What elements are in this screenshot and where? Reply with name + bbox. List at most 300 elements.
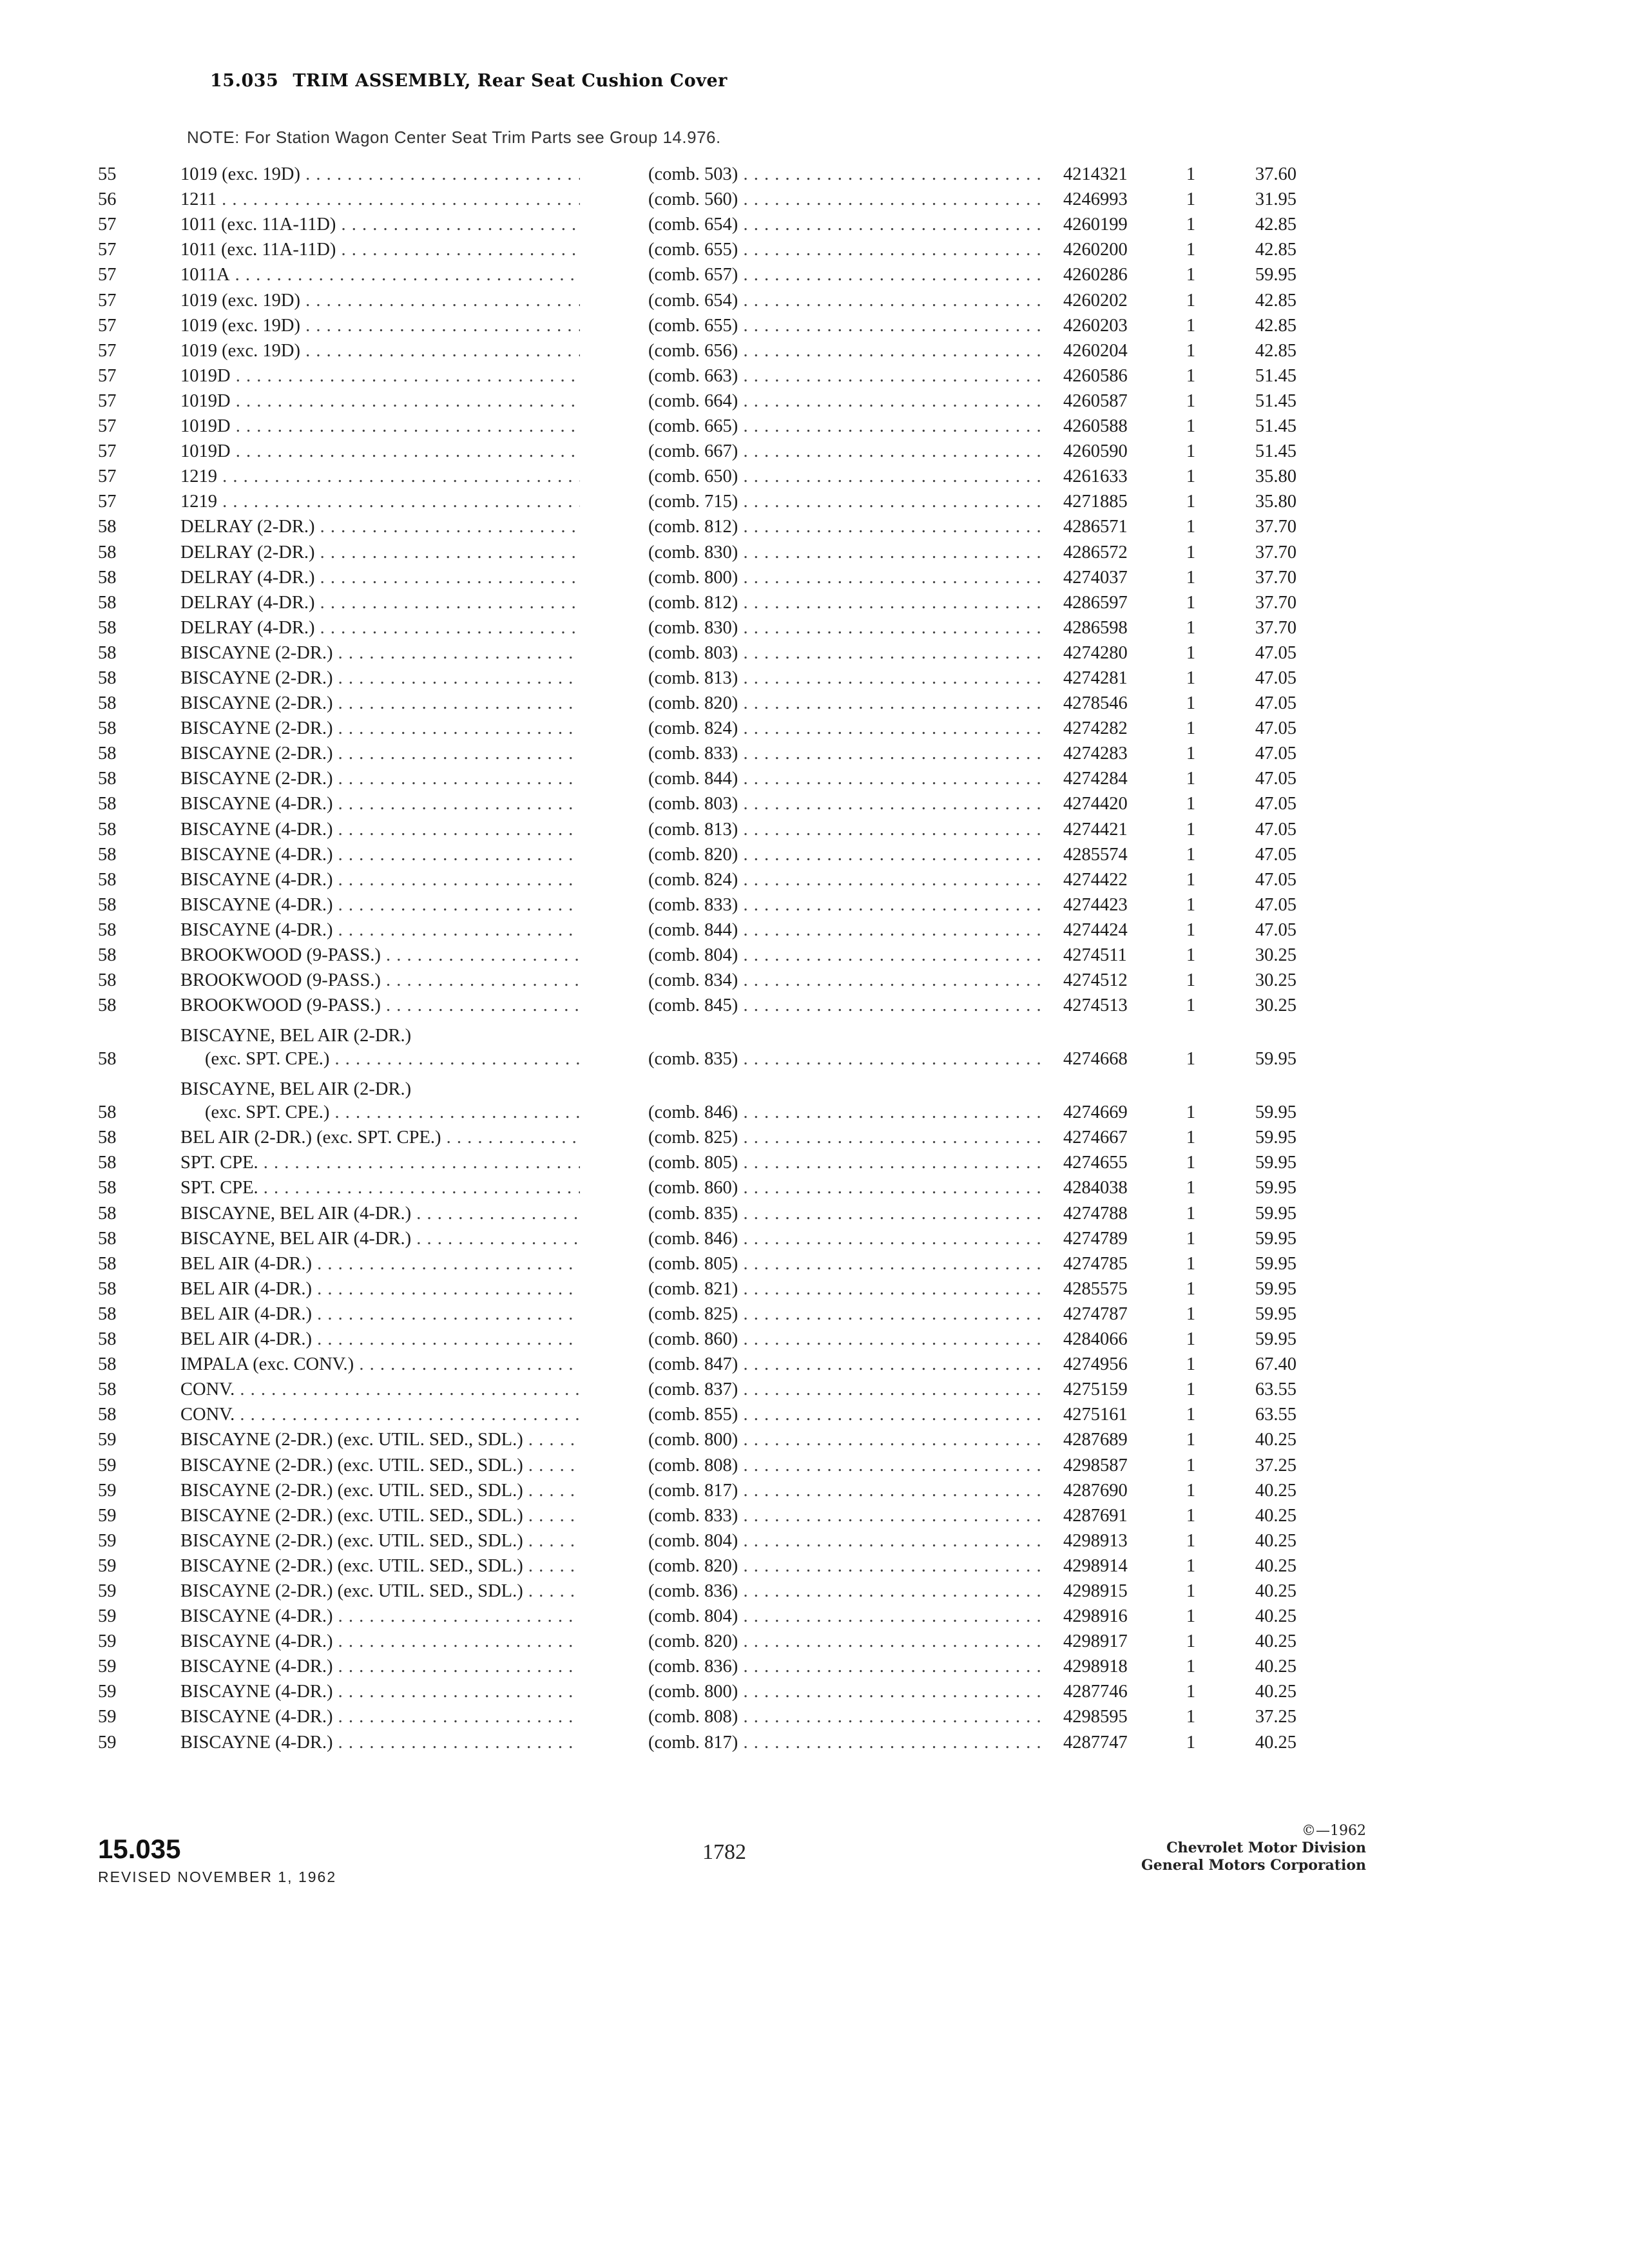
price: 30.25 (1255, 970, 1296, 991)
quantity: 1 (1186, 995, 1196, 1016)
table-row (0, 1604, 1629, 1629)
quantity: 1 (1186, 1354, 1196, 1375)
model-description-line: BISCAYNE (2-DR.) . . . (180, 767, 580, 791)
part-number: 4274037 (1063, 567, 1128, 588)
combination-code: (comb. 813) . . . (648, 818, 1048, 841)
model-description-line: DELRAY (4-DR.) . . . (180, 591, 580, 615)
part-number: 4260588 (1063, 416, 1128, 437)
model-description-line: 1011A . . . (180, 264, 580, 287)
quantity: 1 (1186, 1178, 1196, 1198)
combination-code: (comb. 800) . . . (648, 1428, 1048, 1452)
model-year: 58 (98, 819, 117, 840)
model-description (180, 742, 580, 765)
model-year: 58 (98, 617, 117, 638)
part-number: 4298916 (1063, 1606, 1128, 1627)
table-row (0, 1529, 1629, 1554)
corporation-name: General Motors Corporation (1141, 1857, 1366, 1874)
model-description-line: 1019D . . . (180, 365, 580, 388)
price: 37.70 (1255, 517, 1296, 537)
price: 59.95 (1255, 1303, 1296, 1324)
model-year: 58 (98, 1228, 117, 1249)
table-row (0, 1655, 1629, 1680)
model-description (180, 289, 580, 312)
part-number: 4298915 (1063, 1581, 1128, 1601)
combination-code: (comb. 803) . . . (648, 642, 1048, 665)
model-description (180, 440, 580, 463)
combination-code: (comb. 808) . . . (648, 1706, 1048, 1729)
model-description-line: BISCAYNE, BEL AIR (2-DR.) (180, 1079, 412, 1100)
combination-code: (comb. 503) . . . (648, 163, 1048, 186)
quantity: 1 (1186, 1530, 1196, 1551)
price: 47.05 (1255, 718, 1296, 739)
quantity: 1 (1186, 1379, 1196, 1400)
table-row (0, 1126, 1629, 1151)
combination-code: (comb. 804) . . . (648, 1605, 1048, 1628)
combination-code: (comb. 836) . . . (648, 1655, 1048, 1678)
price: 47.05 (1255, 693, 1296, 714)
part-number: 4287691 (1063, 1505, 1128, 1526)
model-description-line: BISCAYNE (2-DR.) (exc. UTIL. SED., SDL.) . . . (180, 1454, 580, 1477)
price: 37.70 (1255, 617, 1296, 638)
part-number: 4274655 (1063, 1153, 1128, 1173)
model-description (180, 1253, 580, 1276)
combination-code: (comb. 820) . . . (648, 692, 1048, 715)
quantity: 1 (1186, 1303, 1196, 1324)
model-year: 58 (98, 668, 117, 688)
price: 63.55 (1255, 1379, 1296, 1400)
model-description (180, 1479, 580, 1503)
model-description-line: 1219 . . . (180, 465, 580, 488)
price: 37.60 (1255, 164, 1296, 185)
model-description (180, 188, 580, 211)
model-description-line: DELRAY (4-DR.) . . . (180, 566, 580, 590)
part-number: 4274667 (1063, 1128, 1128, 1148)
model-description (180, 1555, 580, 1578)
model-year: 58 (98, 744, 117, 764)
price: 47.05 (1255, 642, 1296, 663)
price: 40.25 (1255, 1505, 1296, 1526)
model-description (180, 1655, 580, 1678)
section-title: TRIM ASSEMBLY, Rear Seat Cushion Cover (293, 71, 728, 91)
part-number: 4298595 (1063, 1707, 1128, 1727)
table-row (0, 666, 1629, 691)
model-year: 57 (98, 492, 117, 512)
part-number: 4287747 (1063, 1732, 1128, 1753)
price: 42.85 (1255, 315, 1296, 336)
model-description-line: BEL AIR (4-DR.) . . . (180, 1303, 580, 1326)
part-number: 4285574 (1063, 844, 1128, 865)
price: 40.25 (1255, 1631, 1296, 1652)
model-description (180, 1680, 580, 1704)
table-row (0, 540, 1629, 565)
model-year: 58 (98, 1354, 117, 1375)
part-number: 4298914 (1063, 1555, 1128, 1576)
quantity: 1 (1186, 1430, 1196, 1450)
table-row (0, 968, 1629, 994)
part-number: 4260202 (1063, 290, 1128, 311)
combination-code: (comb. 821) . . . (648, 1278, 1048, 1301)
quantity: 1 (1186, 1153, 1196, 1173)
quantity: 1 (1186, 189, 1196, 210)
footer-publisher (1141, 1822, 1366, 1874)
model-year: 58 (98, 919, 117, 940)
model-description-line: BISCAYNE (4-DR.) . . . (180, 1731, 580, 1754)
part-number: 4274424 (1063, 919, 1128, 940)
combination-code: (comb. 860) . . . (648, 1177, 1048, 1200)
model-year: 58 (98, 642, 117, 663)
model-description-line: BISCAYNE (4-DR.) . . . (180, 1680, 580, 1704)
part-number: 4287746 (1063, 1682, 1128, 1702)
model-year: 59 (98, 1581, 117, 1601)
model-year: 58 (98, 995, 117, 1016)
model-year: 57 (98, 315, 117, 336)
price: 30.25 (1255, 995, 1296, 1016)
table-row (0, 1302, 1629, 1327)
model-description-line: 1011 (exc. 11A-11D) . . . (180, 213, 580, 236)
model-description-line: CONV. . . . (180, 1378, 580, 1401)
model-description (180, 1078, 580, 1124)
model-description-line: BISCAYNE (2-DR.) (exc. UTIL. SED., SDL.) . . . (180, 1580, 580, 1603)
model-description (180, 793, 580, 816)
part-number: 4274956 (1063, 1354, 1128, 1375)
model-description (180, 515, 580, 539)
model-description-line: BEL AIR (4-DR.) . . . (180, 1278, 580, 1301)
quantity: 1 (1186, 390, 1196, 411)
quantity: 1 (1186, 542, 1196, 562)
table-row (0, 364, 1629, 389)
price: 63.55 (1255, 1405, 1296, 1425)
table-row (0, 465, 1629, 490)
combination-code: (comb. 657) . . . (648, 264, 1048, 287)
model-year: 58 (98, 592, 117, 613)
price: 59.95 (1255, 1329, 1296, 1350)
part-number: 4274788 (1063, 1203, 1128, 1224)
model-year: 58 (98, 517, 117, 537)
part-number: 4278546 (1063, 693, 1128, 714)
price: 59.95 (1255, 1278, 1296, 1299)
part-number: 4274282 (1063, 718, 1128, 739)
quantity: 1 (1186, 1405, 1196, 1425)
combination-code: (comb. 825) . . . (648, 1126, 1048, 1149)
model-description-line: 1011 (exc. 11A-11D) . . . (180, 238, 580, 262)
combination-code: (comb. 845) . . . (648, 994, 1048, 1017)
model-description (180, 994, 580, 1017)
model-year: 58 (98, 1278, 117, 1299)
quantity: 1 (1186, 1049, 1196, 1070)
price: 47.05 (1255, 894, 1296, 915)
combination-code: (comb. 860) . . . (648, 1328, 1048, 1351)
model-description-line: SPT. CPE. . . . (180, 1151, 580, 1175)
quantity: 1 (1186, 970, 1196, 991)
model-year: 57 (98, 290, 117, 311)
quantity: 1 (1186, 945, 1196, 965)
model-description-line: 1019 (exc. 19D) . . . (180, 314, 580, 338)
quantity: 1 (1186, 1682, 1196, 1702)
table-row (0, 1730, 1629, 1755)
model-year: 58 (98, 1049, 117, 1070)
model-description (180, 415, 580, 438)
model-year: 58 (98, 1153, 117, 1173)
page-number: 1782 (702, 1840, 746, 1864)
part-number: 4284038 (1063, 1178, 1128, 1198)
part-number: 4286598 (1063, 617, 1128, 638)
model-description (180, 1328, 580, 1351)
part-number: 4260199 (1063, 215, 1128, 235)
model-description (180, 1126, 580, 1149)
part-number: 4274789 (1063, 1228, 1128, 1249)
quantity: 1 (1186, 567, 1196, 588)
price: 51.45 (1255, 365, 1296, 386)
model-description (180, 238, 580, 262)
combination-code: (comb. 820) . . . (648, 1630, 1048, 1653)
model-description-line: (exc. SPT. CPE.) . . . (180, 1101, 580, 1124)
part-number: 4261633 (1063, 466, 1128, 487)
combination-code: (comb. 835) . . . (648, 1202, 1048, 1225)
combination-code: (comb. 844) . . . (648, 767, 1048, 791)
model-description (180, 969, 580, 992)
model-description (180, 1706, 580, 1729)
model-description (180, 818, 580, 841)
model-description-line: BISCAYNE (4-DR.) . . . (180, 869, 580, 892)
model-description-line: 1019D . . . (180, 390, 580, 413)
table-row (0, 263, 1629, 288)
quantity: 1 (1186, 1228, 1196, 1249)
model-description (180, 767, 580, 791)
model-description (180, 944, 580, 967)
model-year: 55 (98, 164, 117, 185)
part-number: 4274420 (1063, 794, 1128, 814)
combination-code: (comb. 820) . . . (648, 843, 1048, 867)
price: 37.70 (1255, 542, 1296, 562)
combination-code: (comb. 830) . . . (648, 617, 1048, 640)
model-description-line: BEL AIR (4-DR.) . . . (180, 1253, 580, 1276)
price: 40.25 (1255, 1480, 1296, 1501)
model-description-line: BISCAYNE (4-DR.) . . . (180, 793, 580, 816)
part-number: 4274787 (1063, 1303, 1128, 1324)
model-description (180, 1303, 580, 1326)
price: 40.25 (1255, 1682, 1296, 1702)
model-year: 56 (98, 189, 117, 210)
price: 59.95 (1255, 1203, 1296, 1224)
combination-code: (comb. 663) . . . (648, 365, 1048, 388)
model-description-line: 1019 (exc. 19D) . . . (180, 289, 580, 312)
model-year: 57 (98, 240, 117, 260)
price: 59.95 (1255, 1049, 1296, 1070)
quantity: 1 (1186, 1278, 1196, 1299)
part-number: 4260586 (1063, 365, 1128, 386)
model-year: 57 (98, 466, 117, 487)
model-year: 58 (98, 542, 117, 562)
quantity: 1 (1186, 517, 1196, 537)
footer-revised-date: REVISED NOVEMBER 1, 1962 (98, 1869, 337, 1885)
quantity: 1 (1186, 1203, 1196, 1224)
model-description-line: BEL AIR (4-DR.) . . . (180, 1328, 580, 1351)
quantity: 1 (1186, 1631, 1196, 1652)
price: 35.80 (1255, 492, 1296, 512)
price: 51.45 (1255, 416, 1296, 437)
price: 59.95 (1255, 1178, 1296, 1198)
combination-code: (comb. 830) . . . (648, 541, 1048, 564)
model-description (180, 692, 580, 715)
price: 40.25 (1255, 1530, 1296, 1551)
table-row (0, 1151, 1629, 1176)
price: 47.05 (1255, 668, 1296, 688)
quantity: 1 (1186, 718, 1196, 739)
part-number: 4274511 (1063, 945, 1127, 965)
model-description-line: BISCAYNE (2-DR.) (exc. UTIL. SED., SDL.) . . . (180, 1530, 580, 1553)
model-description (180, 1202, 580, 1225)
price: 47.05 (1255, 769, 1296, 789)
part-number: 4271885 (1063, 492, 1128, 512)
part-number: 4275161 (1063, 1405, 1128, 1425)
part-number: 4274423 (1063, 894, 1128, 915)
model-year: 59 (98, 1530, 117, 1551)
model-description-line: BISCAYNE (4-DR.) . . . (180, 919, 580, 942)
model-year: 57 (98, 416, 117, 437)
model-year: 57 (98, 265, 117, 285)
model-year: 58 (98, 945, 117, 965)
model-description-line: BISCAYNE (2-DR.) . . . (180, 742, 580, 765)
table-row (0, 238, 1629, 263)
model-description (180, 1504, 580, 1528)
model-description-line: DELRAY (2-DR.) . . . (180, 515, 580, 539)
model-description (180, 894, 580, 917)
quantity: 1 (1186, 1707, 1196, 1727)
model-year: 59 (98, 1631, 117, 1652)
table-row (0, 1428, 1629, 1453)
model-year: 58 (98, 1303, 117, 1324)
model-description-line: BISCAYNE (4-DR.) . . . (180, 894, 580, 917)
price: 59.95 (1255, 1153, 1296, 1173)
table-row (0, 742, 1629, 767)
model-description (180, 1177, 580, 1200)
combination-code: (comb. 800) . . . (648, 1680, 1048, 1704)
model-year: 58 (98, 718, 117, 739)
price: 67.40 (1255, 1354, 1296, 1375)
combination-code: (comb. 715) . . . (648, 490, 1048, 514)
model-year: 58 (98, 1253, 117, 1274)
price: 40.25 (1255, 1732, 1296, 1753)
price: 31.95 (1255, 189, 1296, 210)
quantity: 1 (1186, 617, 1196, 638)
model-description-line: (exc. SPT. CPE.) . . . (180, 1048, 580, 1071)
model-year: 57 (98, 365, 117, 386)
combination-code: (comb. 846) . . . (648, 1101, 1048, 1124)
quantity: 1 (1186, 769, 1196, 789)
model-description-line: DELRAY (4-DR.) . . . (180, 617, 580, 640)
model-description (180, 667, 580, 690)
part-number: 4274280 (1063, 642, 1128, 663)
quantity: 1 (1186, 441, 1196, 462)
quantity: 1 (1186, 642, 1196, 663)
price: 51.45 (1255, 441, 1296, 462)
table-row (0, 439, 1629, 465)
model-description (180, 617, 580, 640)
part-number: 4286572 (1063, 542, 1128, 562)
table-row (0, 389, 1629, 414)
combination-code: (comb. 650) . . . (648, 465, 1048, 488)
price: 59.95 (1255, 1102, 1296, 1123)
table-row (0, 1453, 1629, 1478)
quantity: 1 (1186, 744, 1196, 764)
price: 37.25 (1255, 1707, 1296, 1727)
model-year: 59 (98, 1480, 117, 1501)
model-description (180, 1278, 580, 1301)
model-description (180, 213, 580, 236)
price: 42.85 (1255, 340, 1296, 361)
model-year: 59 (98, 1682, 117, 1702)
combination-code: (comb. 824) . . . (648, 717, 1048, 740)
quantity: 1 (1186, 592, 1196, 613)
footer-section-code: 15.035 (98, 1834, 181, 1864)
model-year: 58 (98, 794, 117, 814)
table-row (0, 1680, 1629, 1705)
model-description (180, 163, 580, 186)
table-row (0, 792, 1629, 817)
model-year: 58 (98, 693, 117, 714)
model-description (180, 541, 580, 564)
model-year: 58 (98, 1329, 117, 1350)
combination-code: (comb. 803) . . . (648, 793, 1048, 816)
model-description (180, 1151, 580, 1175)
quantity: 1 (1186, 668, 1196, 688)
combination-code: (comb. 835) . . . (648, 1048, 1048, 1071)
combination-code: (comb. 808) . . . (648, 1454, 1048, 1477)
price: 40.25 (1255, 1430, 1296, 1450)
table-row (0, 490, 1629, 515)
model-description (180, 1454, 580, 1477)
quantity: 1 (1186, 1253, 1196, 1274)
model-description-line: BISCAYNE (4-DR.) . . . (180, 843, 580, 867)
model-description (180, 869, 580, 892)
parts-table (0, 162, 1629, 1756)
model-description-line: SPT. CPE. . . . (180, 1177, 580, 1200)
model-description (180, 1378, 580, 1401)
part-number: 4298587 (1063, 1455, 1128, 1475)
price: 42.85 (1255, 240, 1296, 260)
part-number: 4287690 (1063, 1480, 1128, 1501)
table-row (0, 1019, 1629, 1072)
model-year: 57 (98, 441, 117, 462)
table-row (0, 1227, 1629, 1252)
price: 47.05 (1255, 794, 1296, 814)
quantity: 1 (1186, 1581, 1196, 1601)
part-number: 4260200 (1063, 240, 1128, 260)
table-row (0, 716, 1629, 742)
model-year: 58 (98, 1203, 117, 1224)
model-description-line: BEL AIR (2-DR.) (exc. SPT. CPE.) . . . (180, 1126, 580, 1149)
part-number: 4298913 (1063, 1530, 1128, 1551)
combination-code: (comb. 654) . . . (648, 289, 1048, 312)
note-text: NOTE: For Station Wagon Center Seat Trim Parts see Group 14.976. (187, 128, 721, 147)
model-description-line: IMPALA (exc. CONV.) . . . (180, 1353, 580, 1376)
quantity: 1 (1186, 1732, 1196, 1753)
model-description (180, 1353, 580, 1376)
model-year: 59 (98, 1455, 117, 1475)
model-year: 58 (98, 970, 117, 991)
part-number: 4260204 (1063, 340, 1128, 361)
model-description-line: BISCAYNE, BEL AIR (4-DR.) . . . (180, 1227, 580, 1251)
part-number: 4260203 (1063, 315, 1128, 336)
model-description (180, 1605, 580, 1628)
model-description-line: 1019 (exc. 19D) . . . (180, 163, 580, 186)
part-number: 4274421 (1063, 819, 1128, 840)
combination-code: (comb. 817) . . . (648, 1479, 1048, 1503)
model-description (180, 314, 580, 338)
part-number: 4274281 (1063, 668, 1128, 688)
quantity: 1 (1186, 466, 1196, 487)
model-description (180, 1731, 580, 1754)
